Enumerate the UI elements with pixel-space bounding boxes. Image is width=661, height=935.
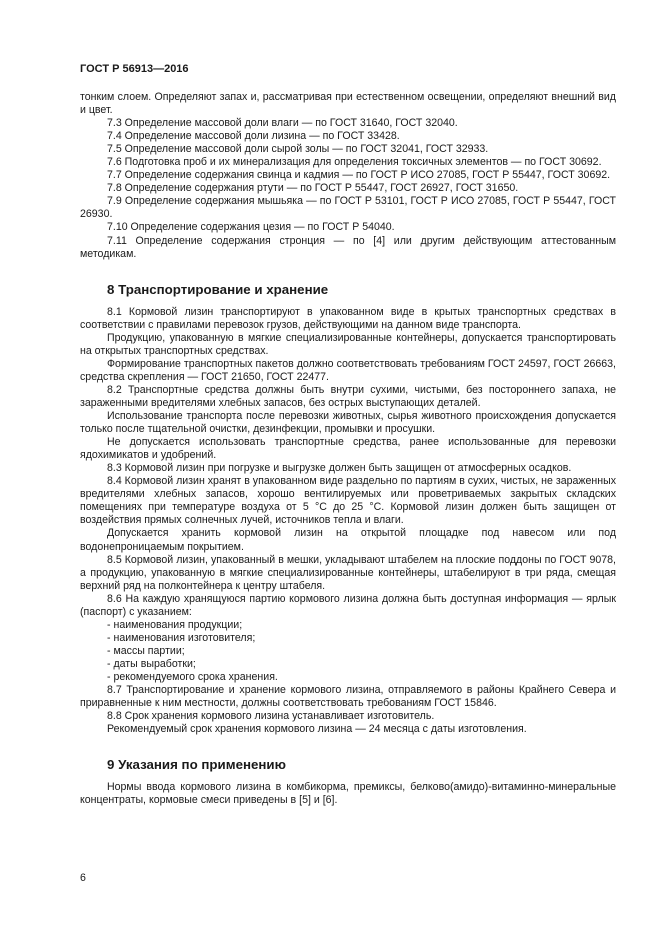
list-item: - наименования продукции; <box>107 618 243 631</box>
paragraph: Формирование транспортных пакетов должно соответствовать требованиям ГОСТ 24597, ГОСТ 26663, средства скрепления — ГОСТ 21650, ГОСТ 22477. <box>80 357 616 383</box>
page-body <box>80 91 616 807</box>
paragraph: 7.8 Определение содержания ртути — по ГОСТ Р 55447, ГОСТ 26927, ГОСТ 31650. <box>107 182 519 195</box>
paragraph: 7.5 Определение массовой доли сырой золы — по ГОСТ 32041, ГОСТ 32933. <box>107 143 489 156</box>
paragraph: 8.2 Транспортные средства должны быть внутри сухими, чистыми, без постороннего запаха, не зараженными вредителями хлебных запасов, без острых выступающих деталей. <box>80 383 616 409</box>
paragraph: 7.10 Определение содержания цезия — по ГОСТ Р 54040. <box>107 221 395 234</box>
paragraph: 7.3 Определение массовой доли влаги — по ГОСТ 31640, ГОСТ 32040. <box>107 117 458 130</box>
paragraph: Не допускается использовать транспортные средства, ранее использованные для перевозки ядохимикатов и удобрений. <box>80 436 616 462</box>
section-8-heading: 8 Транспортирование и хранение <box>107 281 329 297</box>
standard-designation: ГОСТ Р 56913—2016 <box>80 63 189 75</box>
paragraph: Рекомендуемый срок хранения кормового лизина — 24 месяца с даты изготовления. <box>107 723 527 736</box>
paragraph: 7.4 Определение массовой доли лизина — по ГОСТ 33428. <box>107 130 400 143</box>
list-item: - массы партии; <box>107 644 185 657</box>
paragraph: 8.1 Кормовой лизин транспортируют в упакованном виде в крытых транспортных средствах в соответствии с правилами перевозок грузов, действующими на данном виде транспорта. <box>80 305 616 331</box>
paragraph: 8.3 Кормовой лизин при погрузке и выгрузке должен быть защищен от атмосферных осадков. <box>107 462 572 475</box>
paragraph: 8.7 Транспортирование и хранение кормового лизина, отправляемого в районы Крайнего Севера и приравненные к ним местности, должны соответствовать требованиям ГОСТ 15846. <box>80 684 616 710</box>
paragraph: 7.9 Определение содержания мышьяка — по ГОСТ Р 53101, ГОСТ Р ИСО 27085, ГОСТ Р 55447, ГОСТ 26930. <box>80 195 616 221</box>
list-item: - даты выработки; <box>107 657 196 670</box>
paragraph: Продукцию, упакованную в мягкие специализированные контейнеры, допускается транспортировать на открытых транспортных средствах. <box>80 331 616 357</box>
paragraph: тонким слоем. Определяют запах и, рассматривая при естественном освещении, определяют внешний вид и цвет. <box>80 91 616 117</box>
paragraph: 8.4 Кормовой лизин хранят в упакованном виде раздельно по партиям в сухих, чистых, не зараженных вредителями хлебных запасов, хорошо вентилируемых или проветриваемых закрытых складских помещениях при температуре воздуха от 5 °С до 25 °С. Кормовой лизин должен быть защищен от воздействия прямых солнечных лучей, источников тепла и влаги. <box>80 475 616 527</box>
paragraph: 8.5 Кормовой лизин, упакованный в мешки, укладывают штабелем на плоские поддоны по ГОСТ 9078, а продукцию, упакованную в мягкие специализированные контейнеры, штабелируют в три ряда, смещая верхний ряд на полконтейнера к центру штабеля. <box>80 553 616 592</box>
paragraph: 8.6 На каждую хранящуюся партию кормового лизина должна быть доступная информация — ярлык (паспорт) с указанием: <box>80 592 616 618</box>
page-number: 6 <box>80 872 86 884</box>
section-9-heading: 9 Указания по применению <box>107 757 286 773</box>
paragraph: 7.7 Определение содержания свинца и кадмия — по ГОСТ Р ИСО 27085, ГОСТ Р 55447, ГОСТ 30692. <box>107 169 611 182</box>
paragraph: 7.11 Определение содержания стронция — по [4] или другим действующим аттестованным методикам. <box>80 234 616 260</box>
paragraph: Использование транспорта после перевозки животных, сырья животного происхождения допускается только после тщательной очистки, дезинфекции, промывки и просушки. <box>80 410 616 436</box>
list-item: - рекомендуемого срока хранения. <box>107 670 278 683</box>
paragraph: 8.8 Срок хранения кормового лизина устанавливает изготовитель. <box>107 710 435 723</box>
list-item: - наименования изготовителя; <box>107 631 256 644</box>
paragraph: Допускается хранить кормовой лизин на открытой площадке под навесом или под водонепроницаемым покрытием. <box>80 527 616 553</box>
paragraph: Нормы ввода кормового лизина в комбикорма, премиксы, белково(амидо)-витаминно-минеральные концентраты, кормовые смеси приведены в [5] и [6]. <box>80 781 616 807</box>
paragraph: 7.6 Подготовка проб и их минерализация для определения токсичных элементов — по ГОСТ 30692. <box>107 156 602 169</box>
